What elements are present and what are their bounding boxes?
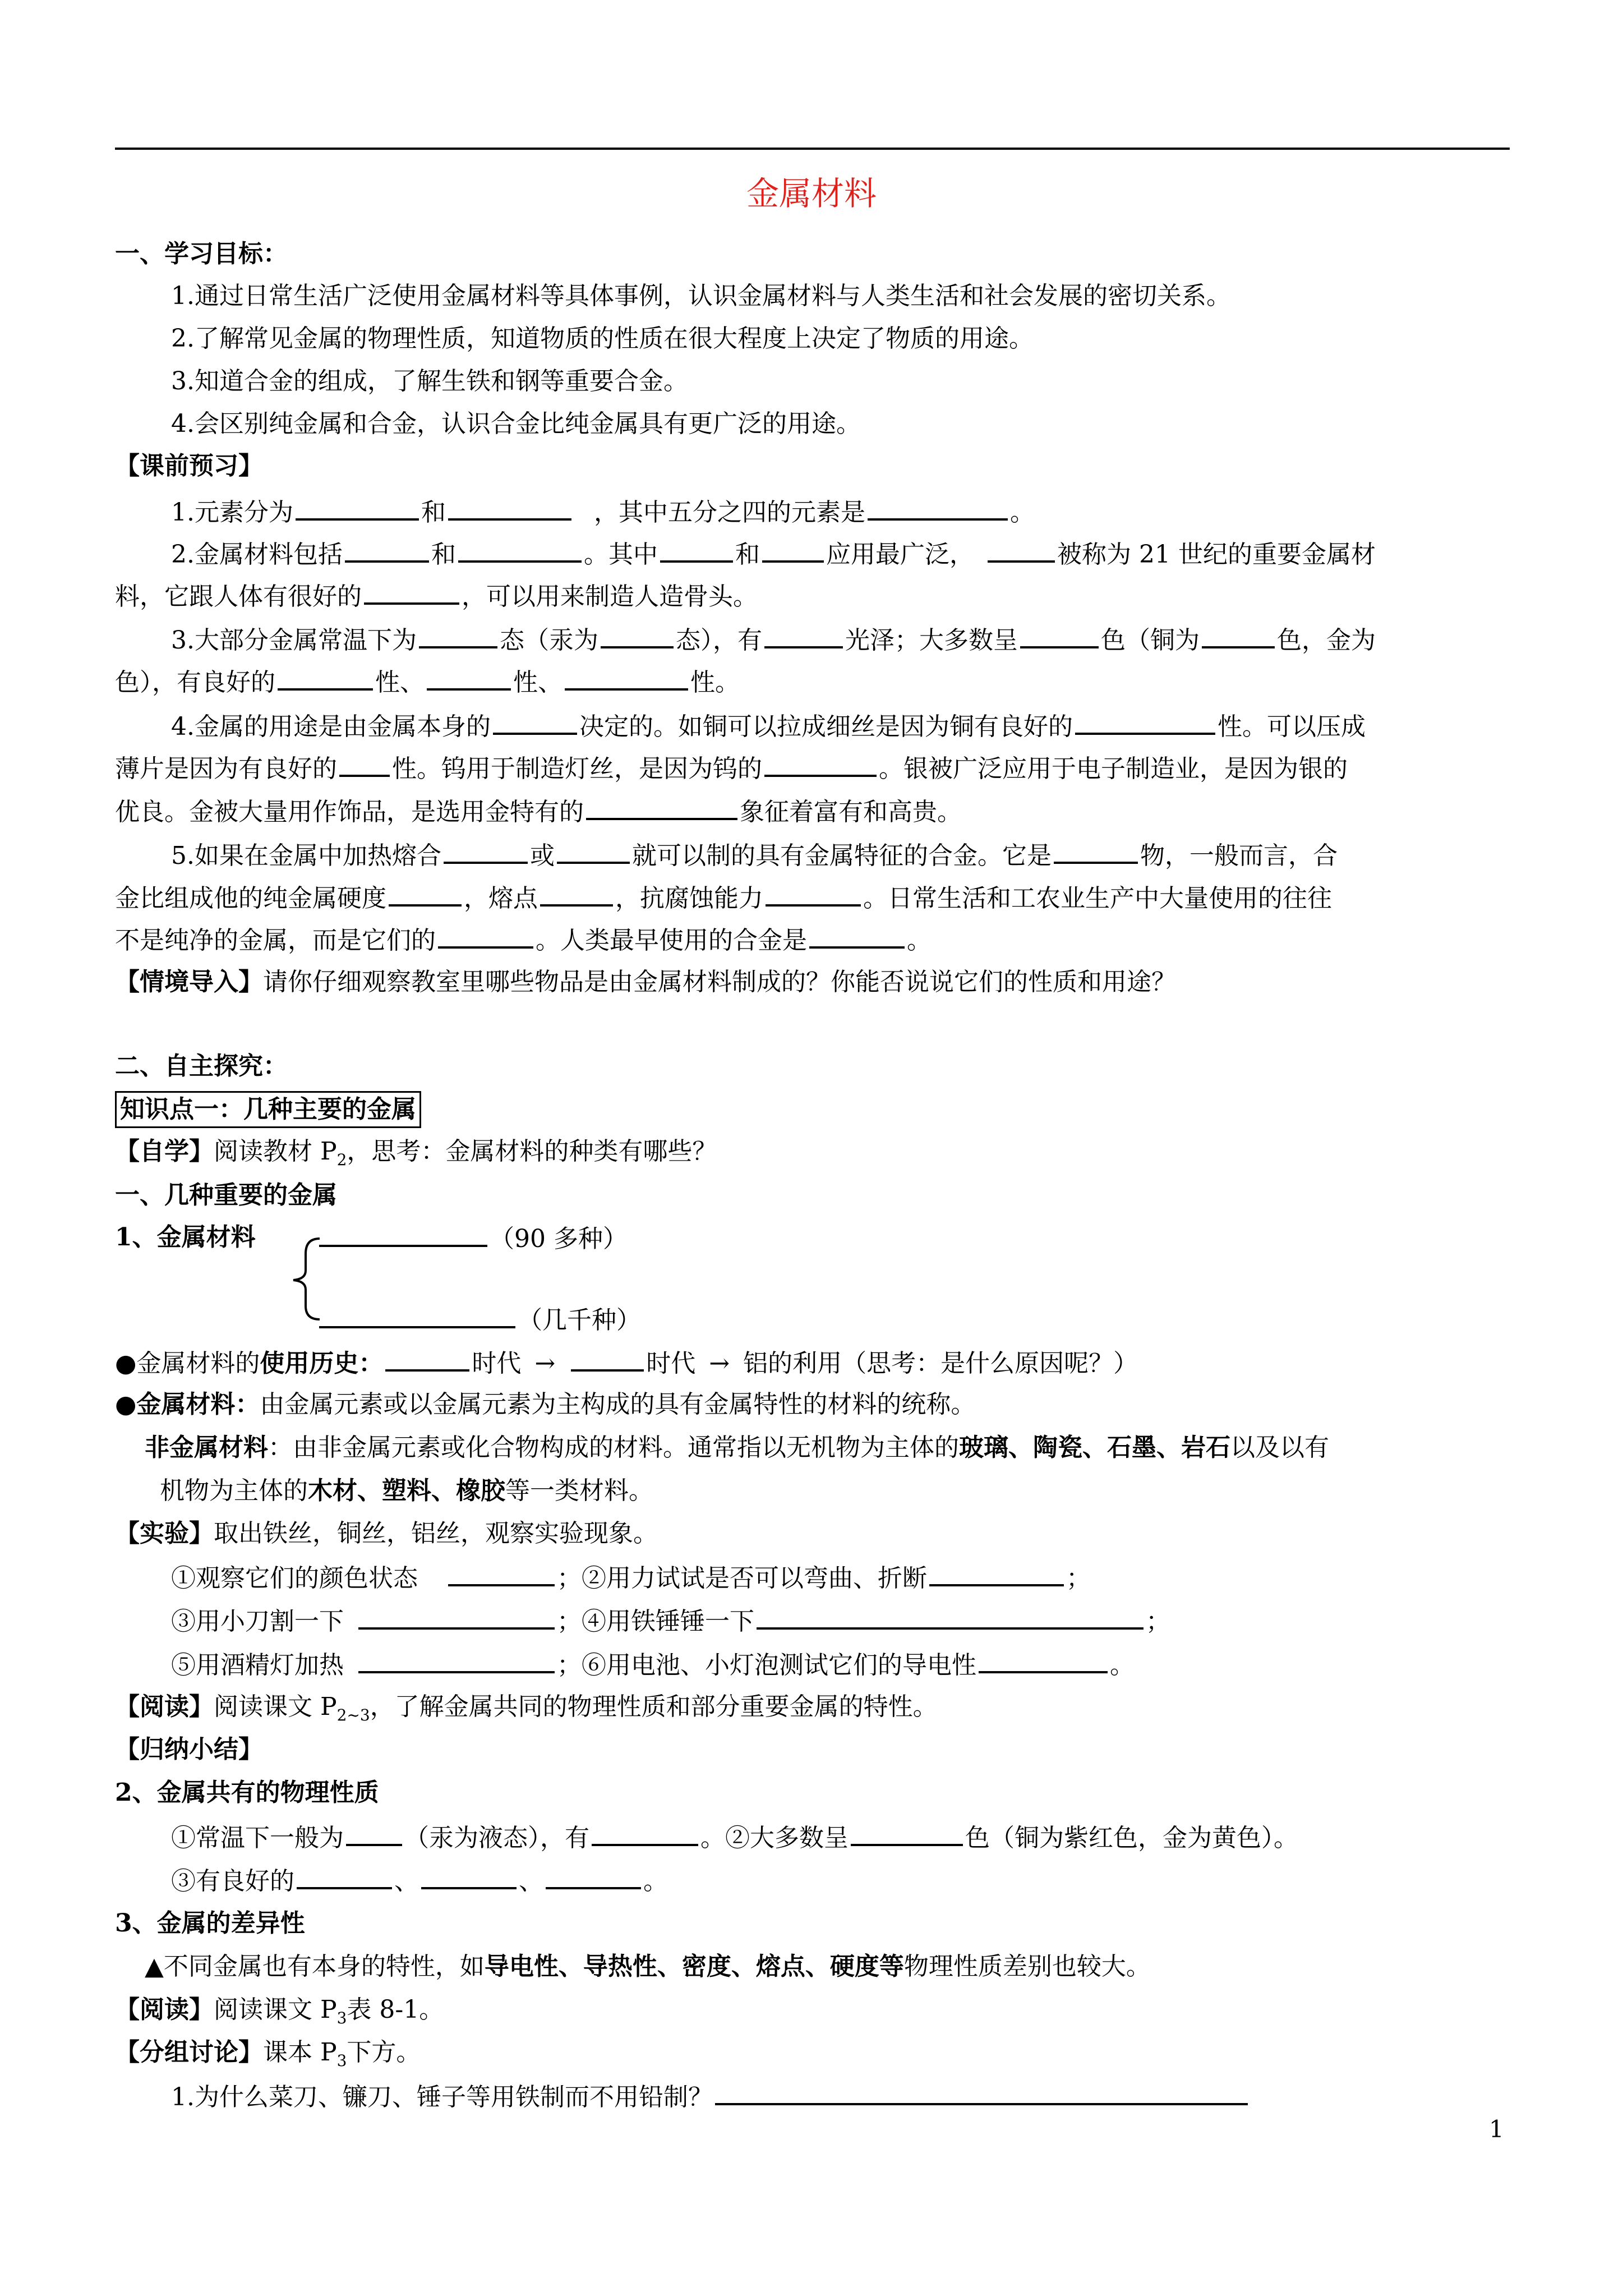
knowledge-point-1: 知识点一：几种主要的金属 <box>115 1091 421 1128</box>
fill-blank[interactable] <box>389 880 462 907</box>
fill-blank[interactable] <box>448 494 571 521</box>
text: 。人类最早使用的合金是 <box>536 926 807 955</box>
text: 时代 <box>646 1349 696 1378</box>
summary-heading: 【归纳小结】 <box>115 1735 263 1764</box>
text: ③有良好的 <box>171 1867 294 1895</box>
metal-materials-label: 1、金属材料 <box>115 1223 256 1251</box>
text: 玻璃、陶瓷、石墨、岩石 <box>959 1433 1230 1462</box>
fill-blank[interactable] <box>278 664 373 691</box>
text: 以及以有 <box>1230 1433 1329 1462</box>
text: 性。可以压成 <box>1217 712 1366 741</box>
experiment-row-2 <box>171 1603 1584 1639</box>
common-properties-heading: 2、金属共有的物理性质 <box>115 1778 379 1807</box>
usage-history <box>115 1345 1528 1381</box>
subscript: 2~3 <box>336 1705 370 1724</box>
experiment-row-1 <box>171 1559 1584 1596</box>
text: 、 <box>519 1867 543 1895</box>
fill-blank[interactable] <box>346 1819 402 1846</box>
text: 铝的利用（思考：是什么原因呢？） <box>743 1349 1138 1378</box>
text: 物，一般而言，合 <box>1140 841 1338 870</box>
fill-blank[interactable] <box>557 837 630 864</box>
fill-blank[interactable] <box>364 578 459 605</box>
text: ，熔点 <box>464 884 538 913</box>
text: ③用小刀割一下 <box>171 1607 344 1636</box>
text: 阅读课文 P <box>214 1995 337 2024</box>
text: ； <box>1066 1564 1091 1593</box>
text: 、 <box>394 1867 419 1895</box>
text: ①常温下一般为 <box>171 1824 344 1852</box>
text: 决定的。如铜可以拉成细丝是因为铜有良好的 <box>579 712 1073 741</box>
fill-blank[interactable] <box>586 793 737 820</box>
text: ▲不同金属也有本身的特性，如 <box>145 1952 485 1981</box>
text: 4.金属的用途是由金属本身的 <box>171 712 491 741</box>
text: ；④用铁锤锤一下 <box>557 1607 754 1636</box>
fill-blank[interactable] <box>448 1559 555 1586</box>
text: 由金属元素或以金属元素为主构成的具有金属特性的材料的统称。 <box>260 1390 976 1419</box>
fill-blank[interactable] <box>715 2078 1248 2105</box>
fill-blank[interactable] <box>458 536 582 563</box>
text: 。②大多数呈 <box>700 1824 849 1852</box>
text: 1.为什么菜刀、镰刀、锤子等用铁制而不用铅制？ <box>171 2083 713 2111</box>
goal-3: 3.知道合金的组成，了解生铁和钢等重要合金。 <box>171 367 688 395</box>
text: 。 <box>643 1867 668 1895</box>
preview-q2-cont <box>115 578 1528 614</box>
difference-text <box>145 1949 1558 1984</box>
text: ：由非金属元素或化合物构成的材料。通常指以无机物为主体的 <box>268 1433 959 1462</box>
text: 等一类材料。 <box>505 1476 653 1505</box>
fill-blank[interactable] <box>385 1345 469 1372</box>
section-heading-goals: 一、学习目标： <box>115 240 288 268</box>
text: 态），有 <box>675 626 762 655</box>
text: 阅读教材 P <box>214 1137 337 1166</box>
knowledge-point-box <box>115 1091 1528 1128</box>
preview-q2 <box>171 536 1528 572</box>
text: ；②用力试试是否可以弯曲、折断 <box>557 1564 927 1593</box>
fill-blank[interactable] <box>358 1646 555 1673</box>
fill-blank[interactable] <box>438 922 533 949</box>
text: ； <box>1146 1607 1170 1636</box>
arrow-right-icon: → <box>534 1349 556 1378</box>
text: ⑤用酒精灯加热 <box>171 1651 344 1680</box>
reading-label: 【阅读】 <box>115 1995 214 2024</box>
text: 性、 <box>513 668 562 697</box>
goal-2: 2.了解常见金属的物理性质，知道物质的性质在很大程度上决定了物质的用途。 <box>171 324 1034 353</box>
def-metal-material <box>115 1387 1528 1422</box>
metal-category-1 <box>317 1220 1623 1257</box>
goal-4: 4.会区别纯金属和合金，认识合金比纯金属具有更广泛的用途。 <box>171 409 861 438</box>
fill-blank[interactable] <box>660 536 733 563</box>
fill-blank[interactable] <box>319 1220 487 1247</box>
fill-blank[interactable] <box>762 536 824 563</box>
text: ，抗腐蚀能力 <box>615 884 763 913</box>
text: 薄片是因为有良好的 <box>115 754 337 783</box>
preview-q3 <box>171 622 1528 658</box>
text: 导电性、导热性、密度、熔点、硬度等 <box>484 1952 904 1981</box>
fill-blank[interactable] <box>592 1819 698 1846</box>
fill-blank[interactable] <box>1202 622 1275 648</box>
fill-blank[interactable] <box>766 880 861 907</box>
preview-q4-cont <box>115 750 1528 786</box>
common-properties-1 <box>171 1819 1584 1856</box>
text: ，其中五分之四的元素是 <box>593 498 865 527</box>
fill-blank[interactable] <box>419 622 497 648</box>
def-nonmetal-material <box>145 1430 1558 1465</box>
text: 和 <box>431 540 456 569</box>
fill-blank[interactable] <box>345 536 429 563</box>
fill-blank[interactable] <box>444 837 528 864</box>
text: 非金属材料 <box>145 1433 268 1462</box>
text: 色，金为 <box>1276 626 1376 655</box>
text: ，了解金属共同的物理性质和部分重要金属的特性。 <box>370 1692 938 1721</box>
fill-blank[interactable] <box>339 750 390 777</box>
text: 性。钨用于制造灯丝，是因为钨的 <box>392 754 762 783</box>
text: 木材、塑料、橡胶 <box>308 1476 505 1505</box>
preview-heading: 【课前预习】 <box>115 452 263 480</box>
fill-blank[interactable] <box>358 1603 555 1630</box>
text: 机物为主体的 <box>160 1476 308 1505</box>
bullet-icon: ● <box>115 1390 137 1419</box>
self-study <box>115 1134 1528 1169</box>
text: 就可以制的具有金属特征的合金。它是 <box>631 841 1052 870</box>
fill-blank[interactable] <box>1020 622 1099 648</box>
metal-category-2 <box>317 1301 1623 1338</box>
text: 。其中 <box>583 540 658 569</box>
text: 和 <box>421 498 446 527</box>
self-study-label: 【自学】 <box>115 1137 214 1166</box>
text: 时代 <box>472 1349 522 1378</box>
section-heading-explore: 二、自主探究： <box>115 1052 288 1080</box>
preview-q4 <box>171 708 1528 744</box>
subheading-metals: 一、几种重要的金属 <box>115 1181 337 1209</box>
text: 光泽；大多数呈 <box>845 626 1018 655</box>
header-rule <box>115 148 1510 150</box>
preview-q5-cont <box>115 880 1528 916</box>
fill-blank[interactable] <box>979 1646 1108 1673</box>
preview-q3-cont <box>115 664 1528 700</box>
fill-blank[interactable] <box>571 1345 644 1372</box>
text: 5.如果在金属中加热熔合 <box>171 841 441 870</box>
text: 象征着富有和高贵。 <box>740 798 962 826</box>
page-number: 1 <box>1489 2115 1504 2143</box>
scene-intro <box>115 965 1528 1000</box>
text: 课本 P <box>263 2038 337 2067</box>
reading-1 <box>115 1690 1528 1724</box>
text: 。银被广泛应用于电子制造业，是因为银的 <box>879 754 1348 783</box>
text: 使用历史： <box>260 1349 384 1378</box>
bullet-icon: ● <box>115 1349 137 1378</box>
page-title: 金属材料 <box>746 174 877 213</box>
text: 3.大部分金属常温下为 <box>171 626 417 655</box>
text: 。 <box>907 926 932 955</box>
fill-blank[interactable] <box>421 1862 517 1889</box>
text: 金比组成他的纯金属硬度 <box>115 884 386 913</box>
text: 色），有良好的 <box>115 668 275 697</box>
text: 取出铁丝，铜丝，铝丝，观察实验现象。 <box>214 1519 658 1548</box>
fill-blank[interactable] <box>757 1603 1144 1630</box>
fill-blank[interactable] <box>988 536 1055 563</box>
fill-blank[interactable] <box>809 922 905 949</box>
fill-blank[interactable] <box>1054 837 1138 864</box>
fill-blank[interactable] <box>851 1819 963 1846</box>
text: 1.元素分为 <box>171 498 293 527</box>
text: 性、 <box>375 668 425 697</box>
goal-1: 1.通过日常生活广泛使用金属材料等具体事例，认识金属材料与人类生活和社会发展的密切关系。 <box>171 282 1231 310</box>
fill-blank[interactable] <box>929 1559 1064 1586</box>
text: 或 <box>529 841 555 870</box>
text: 色（铜为 <box>1100 626 1200 655</box>
text: 表 8-1。 <box>347 1995 444 2024</box>
fill-blank[interactable] <box>764 622 843 648</box>
experiment <box>115 1516 1528 1551</box>
text: （几千种） <box>518 1306 641 1335</box>
text: 。 <box>1009 498 1035 527</box>
fill-blank[interactable] <box>764 750 877 777</box>
text: 被称为 21 世纪的重要金属材 <box>1057 540 1376 569</box>
experiment-row-3 <box>171 1646 1584 1683</box>
text: 料，它跟人体有很好的 <box>115 582 362 611</box>
text: （汞为液态），有 <box>404 1824 589 1852</box>
text: 金属材料的 <box>136 1349 260 1378</box>
group-discussion-label: 【分组讨论】 <box>115 2038 263 2067</box>
text: （90 多种） <box>490 1225 628 1253</box>
text: 请你仔细观察教室里哪些物品是由金属材料制成的？你能否说说它们的性质和用途？ <box>263 968 1176 996</box>
fill-blank[interactable] <box>1075 708 1215 735</box>
subscript: 3 <box>336 2051 347 2070</box>
preview-q5 <box>171 837 1528 873</box>
text: 物理性质差别也较大。 <box>903 1952 1151 1981</box>
text: ，可以用来制造人造骨头。 <box>462 582 758 611</box>
text: 优良。金被大量用作饰品，是选用金特有的 <box>115 798 584 826</box>
preview-q4-cont2 <box>115 793 1528 830</box>
arrow-right-icon: → <box>709 1349 730 1378</box>
text: 。日常生活和工农业生产中大量使用的往往 <box>863 884 1332 913</box>
scene-label: 【情境导入】 <box>115 968 263 996</box>
text: 态（汞为 <box>499 626 598 655</box>
text: 2.金属材料包括 <box>171 540 343 569</box>
fill-blank[interactable] <box>546 1862 641 1889</box>
fill-blank[interactable] <box>427 664 511 691</box>
experiment-label: 【实验】 <box>115 1519 214 1548</box>
group-discussion <box>115 2035 1528 2070</box>
reading-label: 【阅读】 <box>115 1692 214 1721</box>
text: 色（铜为紫红色，金为黄色）。 <box>965 1824 1298 1852</box>
fill-blank[interactable] <box>296 494 419 521</box>
fill-blank[interactable] <box>297 1862 392 1889</box>
text: ，思考：金属材料的种类有哪些？ <box>347 1137 717 1166</box>
text: 下方。 <box>347 2038 421 2067</box>
text: 不是纯净的金属，而是它们的 <box>115 926 436 955</box>
text: ；⑥用电池、小灯泡测试它们的导电性 <box>557 1651 976 1680</box>
text: 应用最广泛， <box>826 540 974 569</box>
fill-blank[interactable] <box>493 708 577 735</box>
difference-heading: 3、金属的差异性 <box>115 1909 305 1938</box>
reading-2 <box>115 1993 1528 2027</box>
discussion-q1 <box>171 2078 1584 2115</box>
text: 和 <box>735 540 760 569</box>
subscript: 2 <box>336 1150 347 1169</box>
subscript: 3 <box>336 2008 347 2027</box>
fill-blank[interactable] <box>601 622 674 648</box>
fill-blank[interactable] <box>319 1301 515 1328</box>
text: 。 <box>1110 1651 1135 1680</box>
common-properties-2 <box>171 1862 1584 1899</box>
text: 金属材料： <box>136 1390 260 1419</box>
fill-blank[interactable] <box>868 494 1008 521</box>
fill-blank[interactable] <box>565 664 688 691</box>
text: 阅读课文 P <box>214 1692 337 1721</box>
text: ①观察它们的颜色状态 <box>171 1564 418 1593</box>
preview-q1 <box>171 494 1528 530</box>
fill-blank[interactable] <box>540 880 613 907</box>
def-nonmetal-cont <box>160 1474 1573 1508</box>
text: 性。 <box>690 668 740 697</box>
preview-q5-cont2 <box>115 922 1528 958</box>
